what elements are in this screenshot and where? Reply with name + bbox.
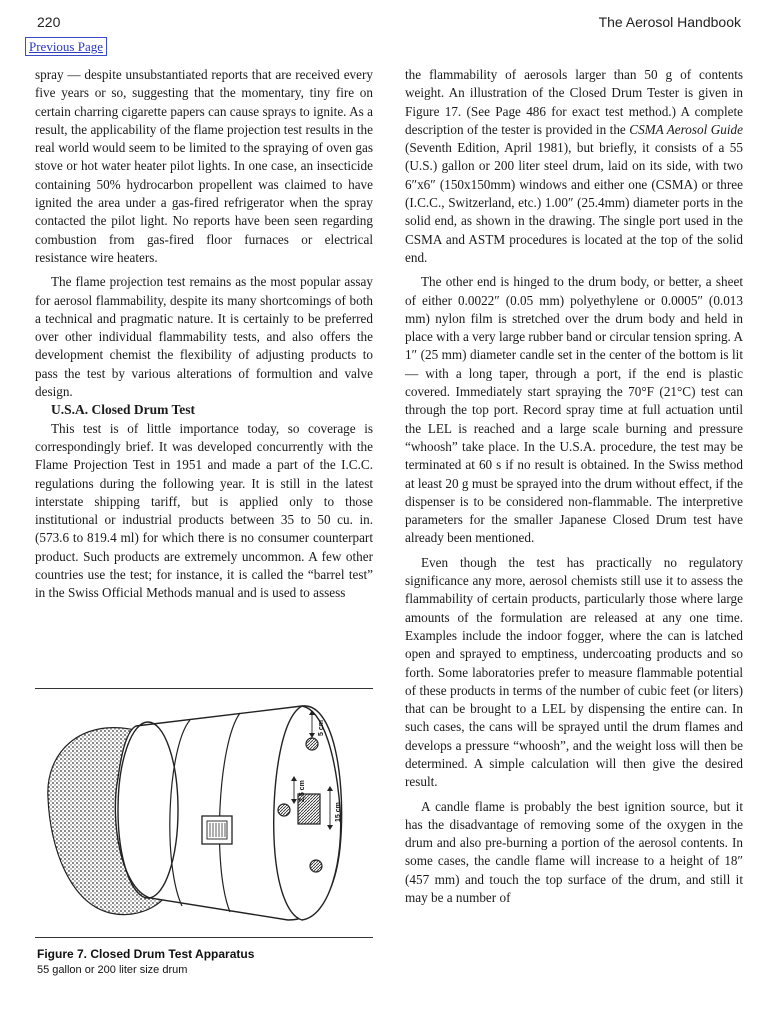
section-heading: U.S.A. Closed Drum Test	[51, 402, 196, 418]
right-paragraph-4: A candle flame is probably the best ignition source, but it has the disadvantage of removing some of the oxygen in the drum and also pre-burning a portion of the aerosol contents. In some cases, the candle flame will increase to a height of 18″ (457 mm) and touch the top surface of the drum, and still it may be a number of	[405, 798, 743, 906]
side-window	[202, 816, 232, 844]
left-paragraph-2: The flame projection test remains as the most popular assay for aerosol flammability, despite its many shortcomings of both a technical and pragmatic nature. It is certainly to be preferred over other individual flammability tests, and also offers the development chemist the flexibility of adjusting products to pass the test by various alterations of formultion and valve design.	[35, 274, 373, 400]
left-column	[35, 66, 373, 603]
figure-rule-top	[35, 688, 373, 689]
left-paragraph-3: This test is of little importance today, so coverage is correspondingly brief. It was developed concurrently with the Flame Projection Test in 1951 and made a part of the I.C.C. regulations during the following year. It is still in the latest interstate shipping tariff, but is applied only to those institutional or industrial products between 35 to 50 cu. in. (573.6 to 819.4 ml) for which there is no consumer counterpart product. Such products are extremely uncommon. A few other countries use the test; for instance, it is called the “barrel test” in the Swiss Official Methods manual and is used to assess	[35, 420, 373, 601]
right-paragraph-1	[405, 66, 743, 267]
right-paragraph-1-text-b: (Seventh Edition, April 1981), but briefly, it consists of a 55 (U.S.) gallon or 200 liter steel drum, laid on its side, with two 6″x6″ (150x150mm) windows and either one (CSMA) or three (I.C.C., Switzerland, etc.) 1.00″ (25.4mm) diameter ports in the solid end, as shown in the drawing. The single port used in the CSMA and ASTM procedures is located at the top of the solid end.	[405, 140, 743, 265]
left-paragraph-1: spray — despite unsubstantiated reports that are received every five years or so, suggesting that the momentary, tiny fire on certain charring cigarette papers can cause sprays to ignite. As a result, the applicability of the flame projection test results in the real world would seem to be limited to the spraying of oven gas stove or hot water heater pilot lights. In one case, an insecticide containing 50% hydrocarbon propellent was claimed to have ignited the area under a gas-fired refrigerator when the spray contacted the pilot light. No reports have been seen regarding combustion from gas-fired floor furnaces or electrical resistance wire heaters.	[35, 67, 373, 265]
right-paragraph-2: The other end is hinged to the drum body, or better, a sheet of either 0.0022″ (0.05 mm) polyethylene or 0.0005″ (0.013 mm) nylon film is stretched over the drum body and held in place with a very large rubber band or circular tension spring. A 1″ (25 mm) diameter candle set in the center of the bottom is lit — with a long taper, through a port, if the end is plastic covered. Immediately start spraying the 70°F (21°C) test can through the top port. Record spray time at full actuation until the LEL is reached and a large scale burning and pressure “whoosh” take place. In the U.S.A. procedure, the test may be terminated at 60 s if no result is obtained. In the Swiss method at least 20 g must be sprayed into the drum without effect, if the dispenser is to be considered non-flammable. The interpretive parameters for the smaller Japanese Closed Drum test have already been mentioned.	[405, 274, 743, 546]
top-port	[306, 738, 318, 750]
bottom-port	[310, 860, 322, 872]
figure-rule-bottom	[35, 937, 373, 938]
figure-caption-subtitle: 55 gallon or 200 liter size drum	[37, 964, 188, 976]
csma-guide-title: CSMA Aerosol Guide	[629, 121, 743, 137]
right-column	[405, 66, 743, 907]
right-paragraph-1-text-a: the flammability of aerosols larger than 50 g of contents weight. An illustration of the Closed Drum Tester is given in Figure 17. (See Page 486 for exact test method.) A complete description of the tester is provided in the	[405, 67, 743, 137]
dimension-label-15cm: 15 cm	[335, 802, 342, 822]
dimension-label-2-5cm: 2,5 cm	[299, 780, 306, 802]
right-paragraph-3: Even though the test has practically no regulatory significance any more, aerosol chemists still use it to assess the flammability of certain products, particularly those where large amounts of the formulation are released at any one time. Examples include the indoor fogger, where the can is latched open and sprayed to emptiness, undercoating products and so forth. Some laboratories prefer to measure flammable potential of these products in terms of the number of cubic feet (or liters) that can be brought to a LEL by dispensing the entire can. In such cases, the cans will be sprayed until the drum flames and develops a pressure “whoosh”, and the weight loss will then be determined. A simple calculation will then give the desired result.	[405, 554, 743, 790]
closed-drum-illustration	[40, 698, 360, 930]
dimension-label-5cm: 5 cm	[318, 720, 325, 736]
figure-caption-title: Figure 7. Closed Drum Test Apparatus	[37, 947, 255, 961]
previous-page-link[interactable]: Previous Page	[25, 37, 107, 56]
running-head: The Aerosol Handbook	[598, 14, 741, 30]
middle-port	[278, 804, 290, 816]
page-number: 220	[37, 14, 61, 30]
